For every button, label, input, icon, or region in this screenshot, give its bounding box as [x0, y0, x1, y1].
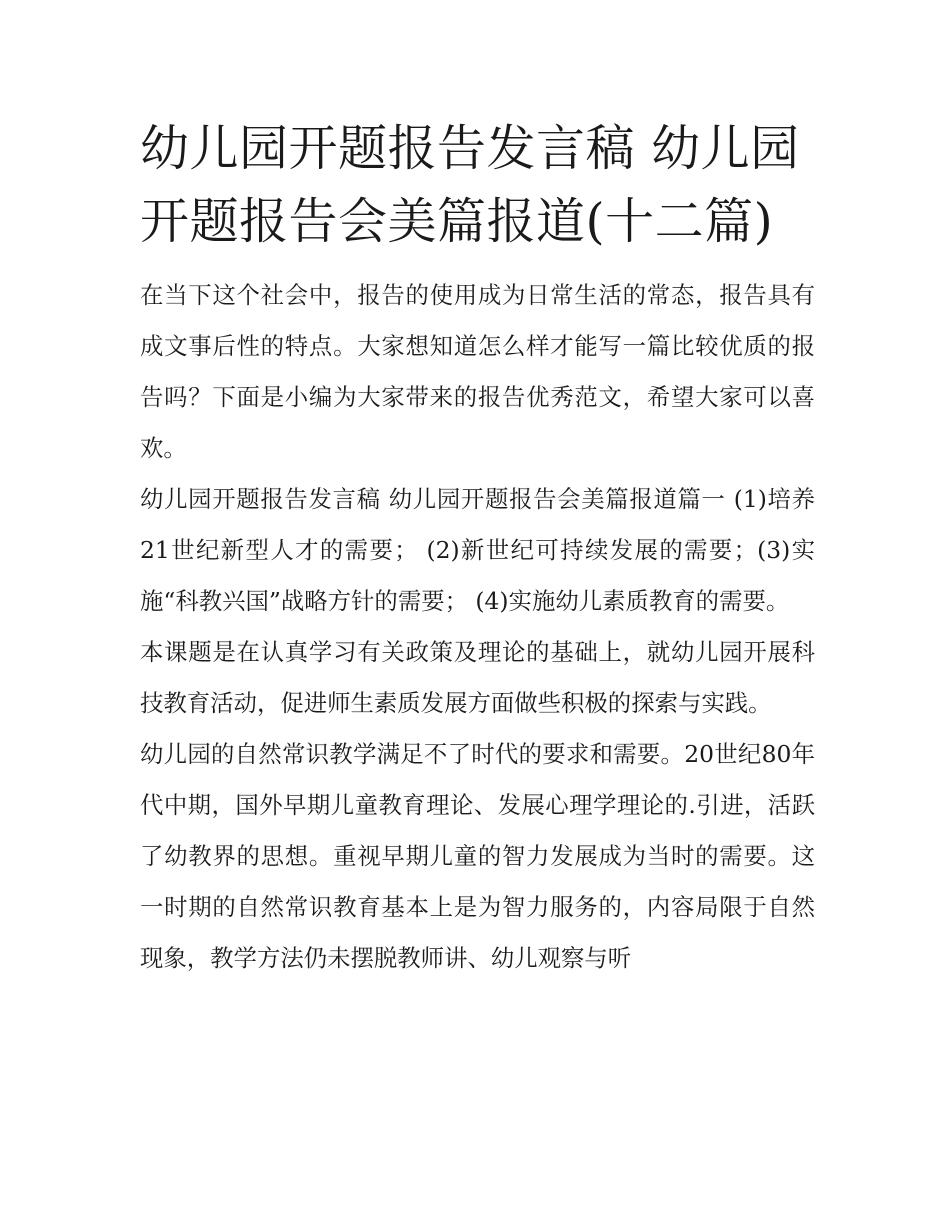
document-page [140, 112, 815, 984]
paragraph-intro: 在当下这个社会中，报告的使用成为日常生活的常态，报告具有成文事后性的特点。大家想知道怎么样才能写一篇比较优质的报告吗？下面是小编为大家带来的报告优秀范文，希望大家可以喜欢。 [140, 281, 815, 462]
document-body [140, 270, 815, 984]
paragraph-section-one: 幼儿园开题报告发言稿 幼儿园开题报告会美篇报道篇一 (1)培养21世纪新型人才的需要； (2)新世纪可持续发展的需要；(3)实施“科教兴国”战略方针的需要； (4)实施幼儿素质教育的需要。 [140, 485, 815, 615]
document-title: 幼儿园开题报告发言稿 幼儿园开题报告会美篇报道(十二篇) [140, 120, 800, 250]
paragraph-background: 幼儿园的自然常识教学满足不了时代的要求和需要。20世纪80年代中期，国外早期儿童教育理论、发展心理学理论的.引进，活跃了幼教界的思想。重视早期儿童的智力发展成为当时的需要。这一时期的自然常识教育基本上是为智力服务的，内容局限于自然现象，教学方法仍未摆脱教师讲、幼儿观察与听 [140, 740, 815, 972]
paragraph-research-purpose: 本课题是在认真学习有关政策及理论的基础上，就幼儿园开展科技教育活动，促进师生素质发展方面做些积极的探索与实践。 [140, 638, 815, 717]
